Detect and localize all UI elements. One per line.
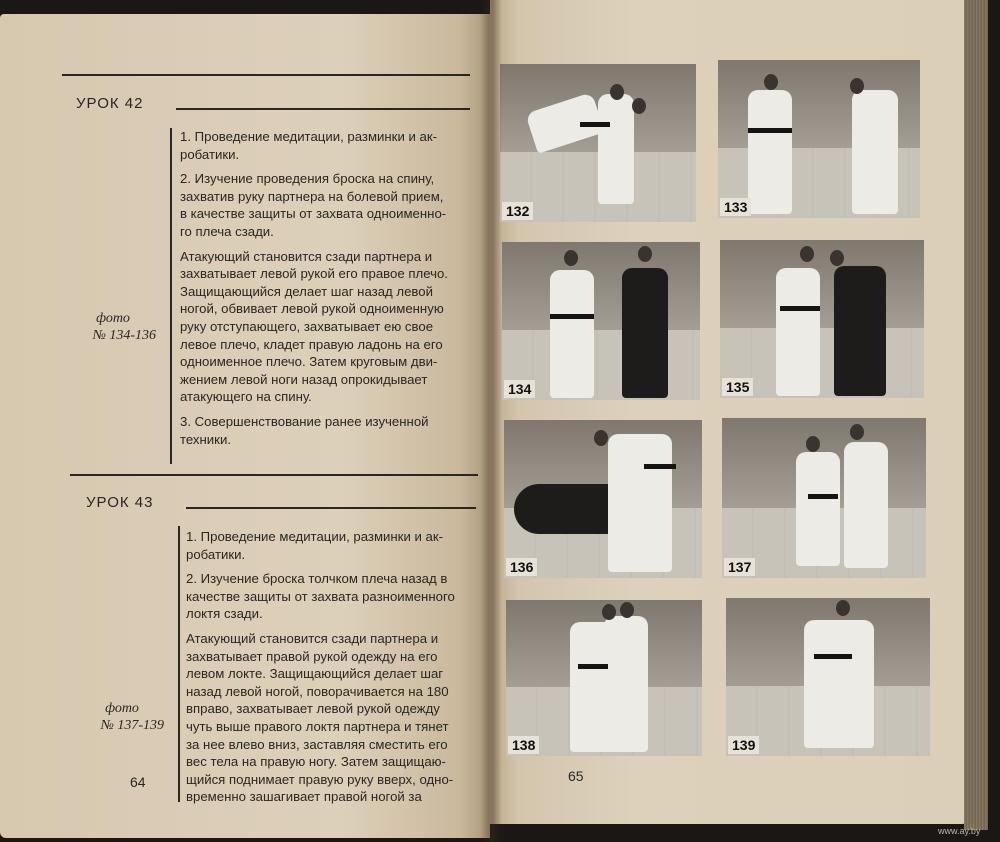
photo-number: 139 <box>728 736 759 754</box>
photo-138 <box>506 600 702 756</box>
page-block-edge <box>964 0 988 830</box>
judoka-figure <box>804 620 874 748</box>
text-line: локтя сзади. <box>186 606 263 622</box>
text-line: качестве защиты от захвата разноименного <box>186 588 455 604</box>
photo-ref-numbers: № 137-139 <box>100 718 164 733</box>
lesson-42-title-rule <box>176 108 470 110</box>
judoka-belt <box>580 122 610 127</box>
judoka-head <box>850 424 864 440</box>
judoka-figure <box>604 616 648 752</box>
judoka-figure <box>550 270 594 398</box>
photo-139 <box>726 598 930 756</box>
text-line: 3. Совершенствование ранее изученной <box>180 413 429 429</box>
left-page-number: 64 <box>130 774 146 790</box>
text-line: 2. Изучение проведения броска на спину, <box>180 171 435 187</box>
judoka-figure <box>776 268 820 396</box>
judoka-figure <box>598 94 634 204</box>
lesson-43-divider <box>178 526 180 802</box>
text-line: руку отступающего, захватывает ею свое <box>180 318 434 334</box>
photo-background <box>720 240 924 332</box>
judoka-belt <box>808 494 838 499</box>
text-line: ногой, обвивает левой рукой одноименную <box>180 301 444 317</box>
text-line: робатики. <box>180 146 240 162</box>
judoka-head <box>850 78 864 94</box>
judoka-belt <box>814 654 852 659</box>
lesson-42-photo-ref <box>70 310 156 344</box>
text-line: 2. Изучение броска толчком плеча назад в <box>186 571 448 587</box>
book-spine-shadow <box>480 0 502 842</box>
photo-number: 137 <box>724 558 755 576</box>
judoka-head <box>638 246 652 262</box>
text-line: техники. <box>180 431 231 447</box>
text-line: одноименное плечо. Затем круговым дви- <box>180 354 438 370</box>
photo-number: 132 <box>502 202 533 220</box>
judoka-belt <box>578 664 608 669</box>
judoka-head <box>610 84 624 100</box>
judoka-figure <box>748 90 792 214</box>
photo-ref-label: фото <box>105 701 139 716</box>
judoka-head <box>594 430 608 446</box>
lesson-43-title-rule <box>186 507 476 509</box>
right-page-number: 65 <box>568 768 584 784</box>
photo-135 <box>720 240 924 398</box>
text-line: Атакующий становится сзади партнера и <box>186 630 439 646</box>
text-line: щийся поднимает правую руку вверх, одно- <box>186 771 454 787</box>
text-line: захватывает левой рукой его правое плечо. <box>180 266 448 282</box>
text-line: назад левой ногой, поворачивается на 180 <box>186 683 449 699</box>
text-line: го плеча сзади. <box>180 223 274 239</box>
photo-136 <box>504 420 702 578</box>
judoka-figure <box>834 266 886 396</box>
text-line: робатики. <box>186 546 246 562</box>
photo-background <box>502 242 700 334</box>
text-line: в качестве защиты от захвата одноименно- <box>180 206 447 222</box>
judoka-belt <box>780 306 820 311</box>
photo-133 <box>718 60 920 218</box>
judoka-head <box>632 98 646 114</box>
photo-132 <box>500 64 696 222</box>
text-line: за нее влево вниз, заставляя сместить его <box>186 736 448 752</box>
text-line: захватив руку партнера на болевой прием, <box>180 188 444 204</box>
lesson-separator-rule <box>70 474 478 476</box>
lesson-42-divider <box>170 128 172 464</box>
photo-number: 136 <box>506 558 537 576</box>
text-line: 1. Проведение медитации, разминки и ак- <box>180 129 438 144</box>
judoka-head <box>602 604 616 620</box>
photo-ref-label: фото <box>96 311 130 326</box>
judoka-head <box>806 436 820 452</box>
lesson-43-title: УРОК 43 <box>86 494 154 511</box>
lesson-42-title: УРОК 42 <box>76 95 144 112</box>
text-line: захватывает правой рукой одежду на его <box>186 648 438 664</box>
text-line: чуть выше правого локтя партнера и тянет <box>186 718 449 734</box>
judoka-head <box>836 600 850 616</box>
text-line: Атакующий становится сзади партнера и <box>180 248 433 264</box>
text-line: жением левой ноги назад опрокидывает <box>180 371 428 387</box>
text-line: атакующего на спину. <box>180 389 312 405</box>
lesson-42-text <box>180 128 476 448</box>
judoka-belt <box>550 314 594 319</box>
lesson-43-text <box>186 528 482 806</box>
photo-number: 138 <box>508 736 539 754</box>
judoka-figure <box>852 90 898 214</box>
watermark: www.ay.by <box>938 826 981 836</box>
judoka-belt <box>748 128 792 133</box>
top-rule <box>62 74 470 76</box>
judoka-figure <box>796 452 840 566</box>
photo-number: 134 <box>504 380 535 398</box>
judoka-belt <box>644 464 676 469</box>
text-line: 1. Проведение медитации, разминки и ак- <box>186 529 444 544</box>
judoka-figure <box>608 434 672 572</box>
text-line: Защищающийся делает шаг назад левой <box>180 283 433 299</box>
judoka-head <box>800 246 814 262</box>
judoka-figure <box>622 268 668 398</box>
text-line: вес тела на правую ногу. Затем защищаю- <box>186 754 446 770</box>
judoka-figure <box>844 442 888 568</box>
photo-137 <box>722 418 926 578</box>
judoka-head <box>830 250 844 266</box>
photo-ref-numbers: № 134-136 <box>92 328 156 343</box>
photo-134 <box>502 242 700 400</box>
judoka-head <box>564 250 578 266</box>
lesson-43-photo-ref <box>80 700 164 734</box>
judoka-head <box>764 74 778 90</box>
text-line: вправо, захватывает левой рукой одежду <box>186 701 440 717</box>
judoka-head <box>620 602 634 618</box>
photo-number: 135 <box>722 378 753 396</box>
text-line: левое плечо, кладет правую ладонь на его <box>180 336 443 352</box>
text-line: временно зашагивает правой ногой за <box>186 789 422 805</box>
photo-number: 133 <box>720 198 751 216</box>
text-line: левом локте. Защищающийся делает шаг <box>186 666 444 682</box>
